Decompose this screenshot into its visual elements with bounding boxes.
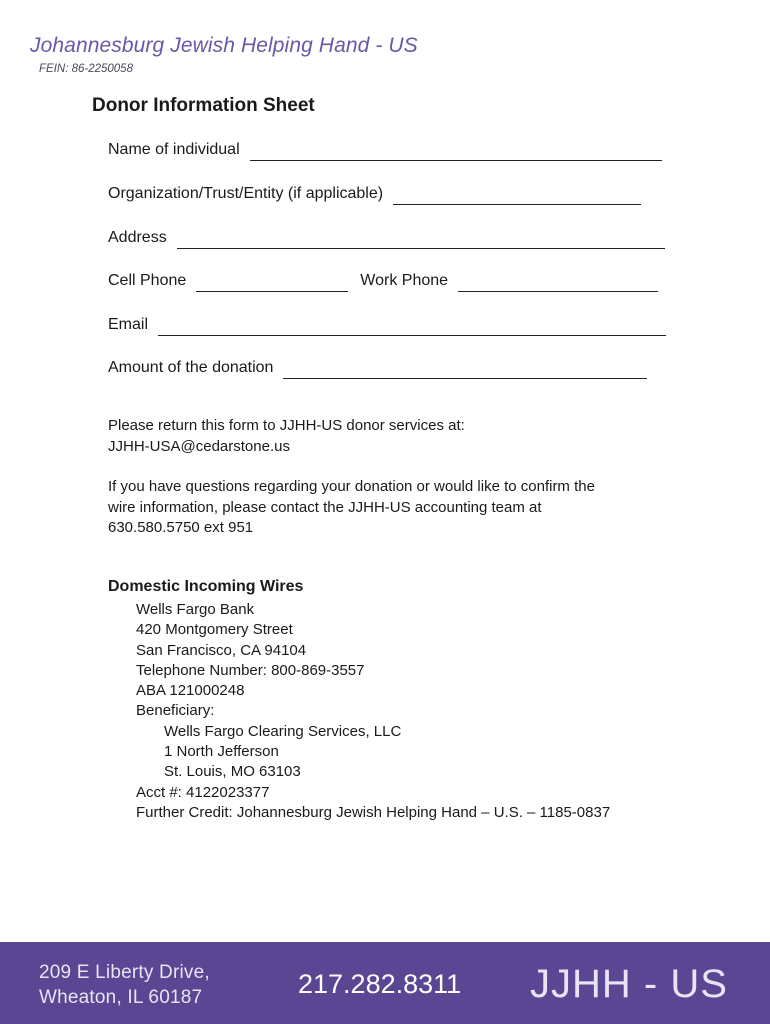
address-field-row (108, 227, 665, 249)
aba-number: ABA 121000248 (136, 682, 245, 700)
accounting-phone: 630.580.5750 ext 951 (108, 519, 254, 536)
donor-services-email[interactable]: JJHH-USA@cedarstone.us (108, 437, 290, 455)
email-input-line[interactable] (158, 317, 666, 336)
organization-field-row (108, 183, 641, 205)
work-phone-input-line[interactable] (458, 273, 658, 292)
footer-phone: 217.282.8311 (298, 969, 462, 999)
address-input-line[interactable] (177, 230, 665, 249)
account-number: Acct #: 4122023377 (136, 783, 270, 801)
name-label: Name of individual (108, 141, 240, 158)
fein-number: FEIN: 86-2250058 (39, 63, 133, 75)
beneficiary-name: Wells Fargo Clearing Services, LLC (164, 722, 402, 740)
name-field-row (108, 139, 662, 161)
cell-phone-input-line[interactable] (196, 273, 348, 292)
amount-input-line[interactable] (283, 360, 647, 379)
footer-address-line: 209 E Liberty Drive, (39, 962, 210, 983)
amount-field-row (108, 357, 647, 379)
footer-address (39, 960, 210, 1010)
organization-input-line[interactable] (393, 186, 641, 205)
org-title: Johannesburg Jewish Helping Hand - US (30, 34, 418, 57)
email-label: Email (108, 316, 149, 333)
questions-instructions (108, 477, 595, 539)
questions-line: wire information, please contact the JJHH-US accounting team at (108, 498, 542, 516)
return-instructions-line: Please return this form to JJHH-US donor services at: (108, 417, 465, 434)
bank-street: 420 Montgomery Street (136, 621, 293, 639)
questions-line: If you have questions regarding your donation or would like to confirm the (108, 478, 595, 495)
cell-phone-label: Cell Phone (108, 272, 187, 289)
amount-label: Amount of the donation (108, 359, 274, 376)
phone-field-row (108, 270, 658, 292)
beneficiary-street: 1 North Jefferson (164, 743, 279, 761)
footer-brand: JJHH - US (530, 962, 728, 1006)
wire-heading: Domestic Incoming Wires (108, 578, 304, 595)
bank-telephone: Telephone Number: 800-869-3557 (136, 661, 365, 679)
email-field-row (108, 314, 666, 336)
further-credit: Further Credit: Johannesburg Jewish Helping Hand – U.S. – 1185-0837 (136, 803, 611, 821)
return-instructions (108, 416, 465, 457)
organization-label: Organization/Trust/Entity (if applicable) (108, 185, 384, 202)
address-label: Address (108, 229, 167, 246)
page-title: Donor Information Sheet (92, 95, 315, 116)
footer-bar (0, 942, 770, 1024)
work-phone-label: Work Phone (360, 272, 449, 289)
bank-city: San Francisco, CA 94104 (136, 641, 307, 659)
beneficiary-label: Beneficiary: (136, 702, 215, 720)
footer-address-line: Wheaton, IL 60187 (39, 987, 203, 1008)
wire-details (136, 600, 610, 823)
beneficiary-city: St. Louis, MO 63103 (164, 763, 301, 781)
name-input-line[interactable] (250, 142, 662, 161)
bank-name: Wells Fargo Bank (136, 601, 255, 618)
